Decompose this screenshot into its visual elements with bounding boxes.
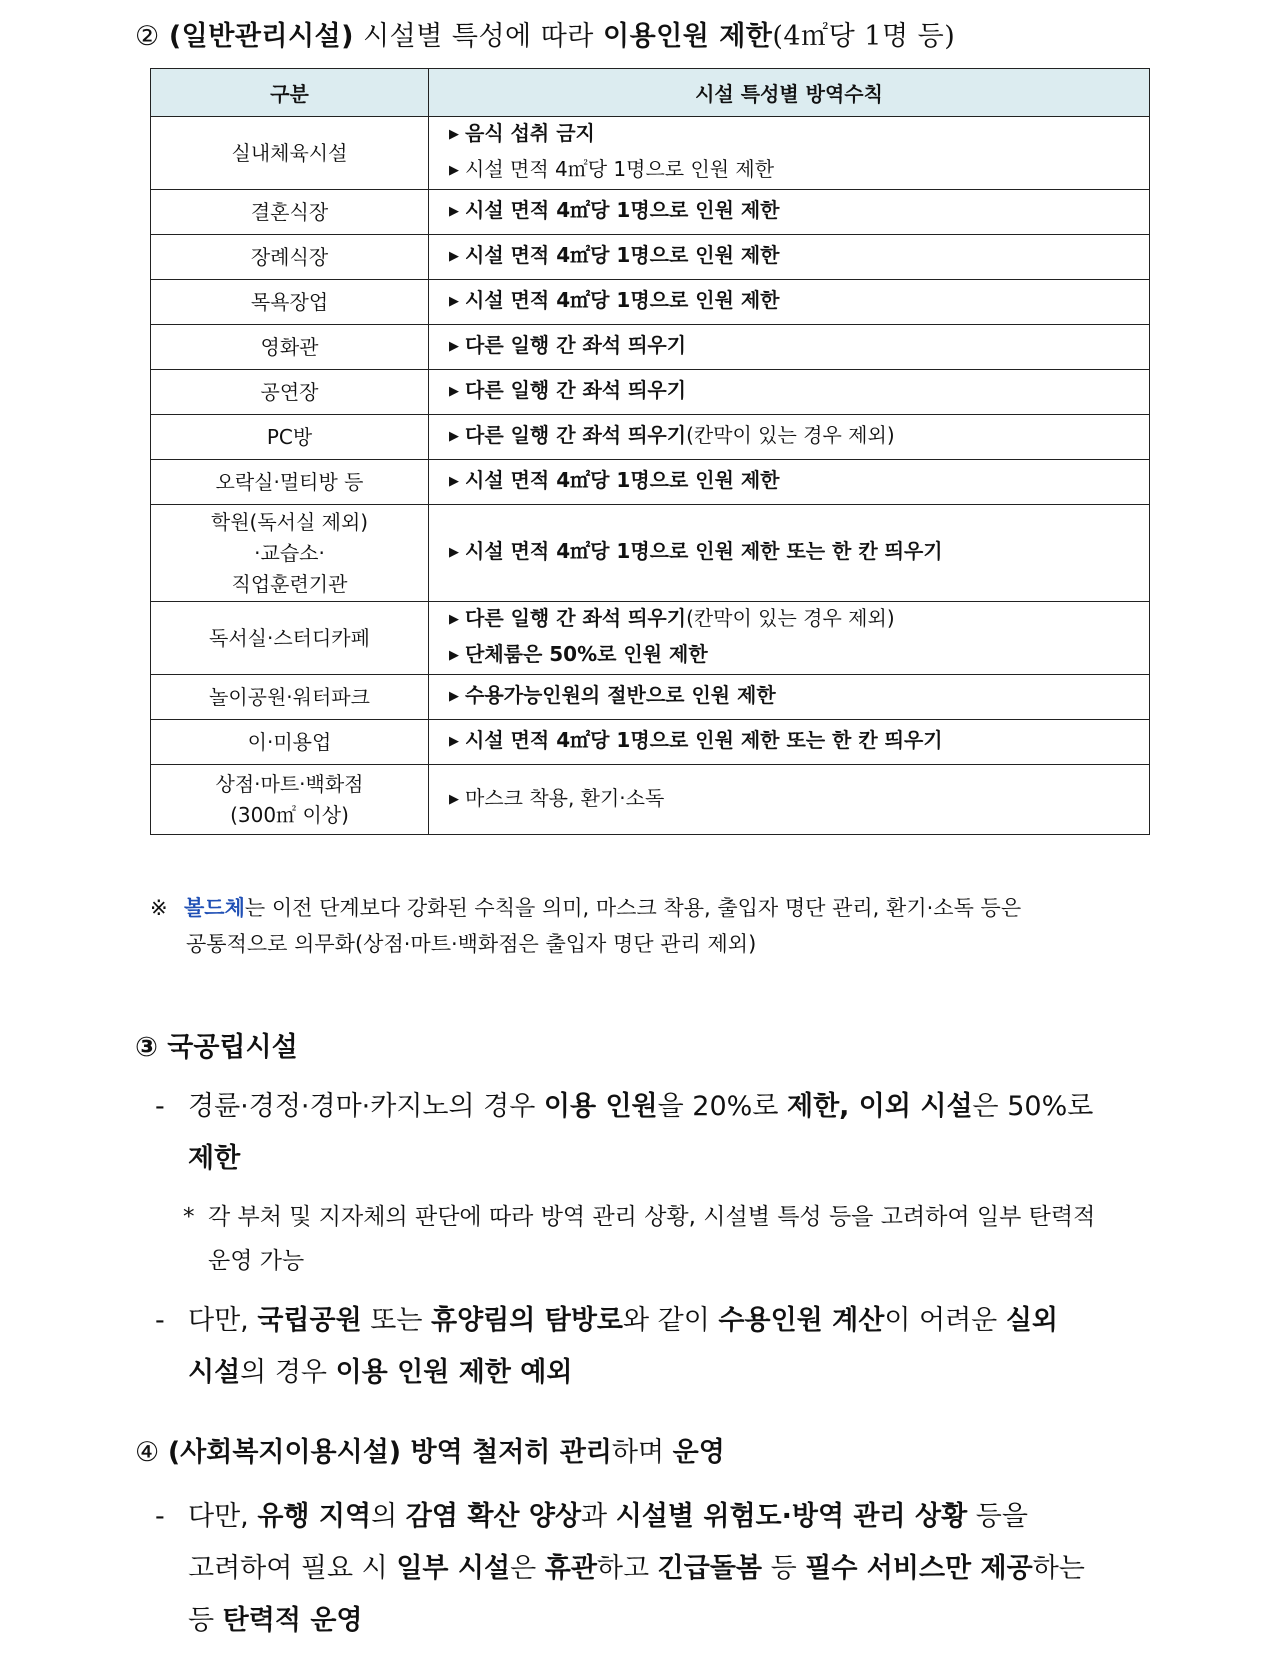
emphasis: 국립공원 <box>257 1305 362 1336</box>
text: 고려하여 필요 시 <box>188 1553 397 1584</box>
facility-rules <box>429 190 1150 235</box>
triangle-bullet-icon: ▶ <box>449 648 459 663</box>
table-row <box>151 602 1150 675</box>
text: 의 경우 <box>240 1357 336 1388</box>
facility-rules <box>429 720 1150 765</box>
asterisk: * <box>183 1204 195 1230</box>
rule-item <box>449 284 1149 320</box>
facility-rules-table <box>150 68 1150 835</box>
header-rules: 시설 특성별 방역수칙 <box>429 69 1150 117</box>
rule-text: 다른 일행 간 좌석 띄우기 <box>465 606 687 630</box>
emphasis: 이용 인원 <box>543 1091 658 1122</box>
category-label: 공연장 <box>260 379 319 404</box>
facility-category <box>151 602 429 675</box>
header-category: 구분 <box>151 69 429 117</box>
facility-category <box>151 460 429 505</box>
rule-item <box>449 419 1149 455</box>
emphasis: 이용 인원 제한 예외 <box>335 1357 573 1388</box>
text: 경륜·경정·경마·카지노의 경우 <box>188 1091 544 1122</box>
dash: - <box>155 1091 165 1122</box>
rule-text: 시설 면적 4㎡당 1명으로 인원 제한 <box>465 157 775 181</box>
table-header-row <box>151 69 1150 117</box>
note-line-2: 공통적으로 의무화(상점·마트·백화점은 출입자 명단 관리 제외) <box>186 932 757 956</box>
table-row <box>151 117 1150 190</box>
rule-item <box>449 724 1149 760</box>
note-mark: ※ <box>150 896 168 920</box>
table-row <box>151 370 1150 415</box>
emphasis: 휴양림의 탐방로 <box>431 1305 623 1336</box>
rule-item <box>449 374 1149 410</box>
rule-text: 수용가능인원의 절반으로 인원 제한 <box>465 683 776 707</box>
category-label: PC방 <box>266 424 313 449</box>
dash: - <box>155 1305 165 1336</box>
facility-category <box>151 415 429 460</box>
table-row <box>151 325 1150 370</box>
category-label: 실내체육시설 <box>231 140 348 165</box>
triangle-bullet-icon: ▶ <box>449 791 459 807</box>
table-row <box>151 280 1150 325</box>
triangle-bullet-icon: ▶ <box>449 204 459 219</box>
facility-category <box>151 235 429 280</box>
rule-text: 다른 일행 간 좌석 띄우기 <box>465 333 687 357</box>
facility-rules <box>429 765 1150 835</box>
emphasis: 휴관 <box>544 1553 597 1584</box>
rule-suffix: (칸막이 있는 경우 제외) <box>686 606 895 630</box>
text: 와 같이 <box>623 1305 719 1336</box>
rule-text: 시설 면적 4㎡당 1명으로 인원 제한 또는 한 칸 띄우기 <box>465 728 943 752</box>
rule-item <box>449 535 1149 571</box>
rule-item <box>449 602 1149 638</box>
category-line: 상점·마트·백화점 <box>215 771 364 796</box>
facility-rules <box>429 370 1150 415</box>
category-line: ·교습소· <box>254 540 325 565</box>
triangle-bullet-icon: ▶ <box>449 474 459 489</box>
rule-item <box>449 782 1149 818</box>
emphasis: 시설 <box>188 1357 241 1388</box>
facility-rules <box>429 325 1150 370</box>
facility-rules <box>429 117 1150 190</box>
emphasis: 탄력적 운영 <box>222 1605 363 1636</box>
facility-category <box>151 325 429 370</box>
rule-item <box>449 638 1149 674</box>
category-label: 영화관 <box>260 334 319 359</box>
rule-text: 시설 면적 4㎡당 1명으로 인원 제한 <box>465 468 780 492</box>
rule-text: 시설 면적 4㎡당 1명으로 인원 제한 <box>465 288 780 312</box>
text: 다만, <box>188 1305 258 1336</box>
facility-category <box>151 370 429 415</box>
emphasis: 제한 <box>188 1143 241 1174</box>
rule-item <box>449 117 1149 153</box>
text: 은 50%로 <box>972 1091 1094 1122</box>
category-line: 직업훈련기관 <box>231 571 348 596</box>
emphasis: 긴급돌봄 <box>657 1553 762 1584</box>
triangle-bullet-icon: ▶ <box>449 429 459 444</box>
text: 등 <box>188 1605 223 1636</box>
heading-emphasis: (사회복지이용시설) 방역 철저히 관리 <box>167 1437 612 1468</box>
table-row <box>151 765 1150 835</box>
table-row <box>151 505 1150 602</box>
table-row <box>151 190 1150 235</box>
facility-rules <box>429 602 1150 675</box>
text: 은 <box>510 1553 545 1584</box>
emphasis: 감염 확산 양상 <box>405 1501 582 1532</box>
rule-text: 시설 면적 4㎡당 1명으로 인원 제한 <box>465 243 780 267</box>
triangle-bullet-icon: ▶ <box>449 339 459 354</box>
rule-item <box>449 239 1149 275</box>
category-line: 학원(독서실 제외) <box>210 509 369 534</box>
category-label: 놀이공원·워터파크 <box>209 684 370 709</box>
emphasis: 시설별 위험도·방역 관리 상황 <box>615 1501 968 1532</box>
note-bold-term: 볼드체 <box>184 896 245 920</box>
section-3-heading: ③ 국공립시설 <box>135 1032 298 1063</box>
facility-category <box>151 190 429 235</box>
facility-rules <box>429 505 1150 602</box>
category-label: 이·미용업 <box>247 729 332 754</box>
category-label: 독서실·스터디카페 <box>209 625 370 650</box>
table-row <box>151 235 1150 280</box>
rule-item <box>449 679 1149 715</box>
heading-emphasis: 운영 <box>672 1437 725 1468</box>
table-row <box>151 675 1150 720</box>
emphasis: 수용인원 계산 <box>718 1305 885 1336</box>
category-label: 오락실·멀티방 등 <box>215 469 364 494</box>
rule-text: 시설 면적 4㎡당 1명으로 인원 제한 <box>465 198 780 222</box>
rule-text: 다른 일행 간 좌석 띄우기 <box>465 378 687 402</box>
note <box>150 890 1160 962</box>
facility-category <box>151 280 429 325</box>
heading-emphasis: 이용인원 제한 <box>602 21 773 52</box>
emphasis: 일부 시설 <box>396 1553 511 1584</box>
facility-category <box>151 720 429 765</box>
text: 과 <box>581 1501 616 1532</box>
heading-detail: (4㎡당 1명 등) <box>772 21 956 52</box>
facility-rules <box>429 280 1150 325</box>
emphasis: 필수 서비스만 제공 <box>805 1553 1033 1584</box>
heading-category: (일반관리시설) <box>168 21 354 52</box>
table-row <box>151 720 1150 765</box>
rule-text: 음식 섭취 금지 <box>465 121 595 145</box>
footnote-text-1: 각 부처 및 지자체의 판단에 따라 방역 관리 상황, 시설별 특성 등을 고려하여 일부 탄력적 <box>208 1204 1096 1230</box>
rule-text: 다른 일행 간 좌석 띄우기 <box>465 423 687 447</box>
triangle-bullet-icon: ▶ <box>449 734 459 749</box>
footnote-text-2: 운영 가능 <box>208 1248 305 1274</box>
category-label: 목욕장업 <box>250 289 329 314</box>
triangle-bullet-icon: ▶ <box>449 689 459 704</box>
note-line-1 <box>150 890 1160 926</box>
section-number: ② <box>135 21 160 52</box>
rule-text: 시설 면적 4㎡당 1명으로 인원 제한 또는 한 칸 띄우기 <box>465 539 943 563</box>
section-4-heading <box>135 1430 725 1469</box>
triangle-bullet-icon: ▶ <box>449 612 459 627</box>
facility-category <box>151 675 429 720</box>
text: 다만, <box>188 1501 258 1532</box>
heading-text: 하며 <box>611 1437 673 1468</box>
text: 등 <box>761 1553 806 1584</box>
table-body <box>151 117 1150 835</box>
footnote <box>183 1195 1155 1283</box>
triangle-bullet-icon: ▶ <box>449 294 459 309</box>
heading-text: 시설별 특성에 따라 <box>353 21 603 52</box>
triangle-bullet-icon: ▶ <box>449 163 459 178</box>
category-label: 결혼식장 <box>250 199 329 224</box>
section-number: ④ <box>135 1437 160 1468</box>
list-item <box>155 1491 1155 1647</box>
triangle-bullet-icon: ▶ <box>449 249 459 264</box>
rule-item <box>449 464 1149 500</box>
facility-category <box>151 765 429 835</box>
text: 또는 <box>361 1305 432 1336</box>
rule-suffix: (칸막이 있는 경우 제외) <box>686 423 895 447</box>
text: 하고 <box>596 1553 658 1584</box>
text: 이 어려운 <box>884 1305 1006 1336</box>
facility-rules <box>429 460 1150 505</box>
table-row <box>151 460 1150 505</box>
triangle-bullet-icon: ▶ <box>449 127 459 142</box>
note-text-1: 는 이전 단계보다 강화된 수칙을 의미, 마스크 착용, 출입자 명단 관리, 환기·소독 등은 <box>244 896 1022 920</box>
rule-text: 단체룸은 50%로 인원 제한 <box>465 642 708 666</box>
triangle-bullet-icon: ▶ <box>449 545 459 560</box>
text: 등을 <box>967 1501 1028 1532</box>
facility-category <box>151 505 429 602</box>
facility-rules <box>429 235 1150 280</box>
section-2-heading <box>135 14 955 53</box>
category-label: 장례식장 <box>250 244 329 269</box>
list-item <box>155 1295 1155 1399</box>
rule-item <box>449 153 1149 189</box>
triangle-bullet-icon: ▶ <box>449 384 459 399</box>
rule-item <box>449 194 1149 230</box>
emphasis: 제한, 이외 시설 <box>786 1091 973 1122</box>
facility-rules <box>429 415 1150 460</box>
table-row <box>151 415 1150 460</box>
text: 을 20%로 <box>657 1091 787 1122</box>
rule-item <box>449 329 1149 365</box>
text: 의 <box>371 1501 406 1532</box>
facility-category <box>151 117 429 190</box>
emphasis: 실외 <box>1005 1305 1058 1336</box>
dash: - <box>155 1501 165 1532</box>
text: 하는 <box>1032 1553 1085 1584</box>
list-item <box>155 1081 1155 1185</box>
facility-rules <box>429 675 1150 720</box>
category-line: (300㎡ 이상) <box>230 802 349 827</box>
rule-text: 마스크 착용, 환기·소독 <box>465 785 665 810</box>
emphasis: 유행 지역 <box>257 1501 372 1532</box>
